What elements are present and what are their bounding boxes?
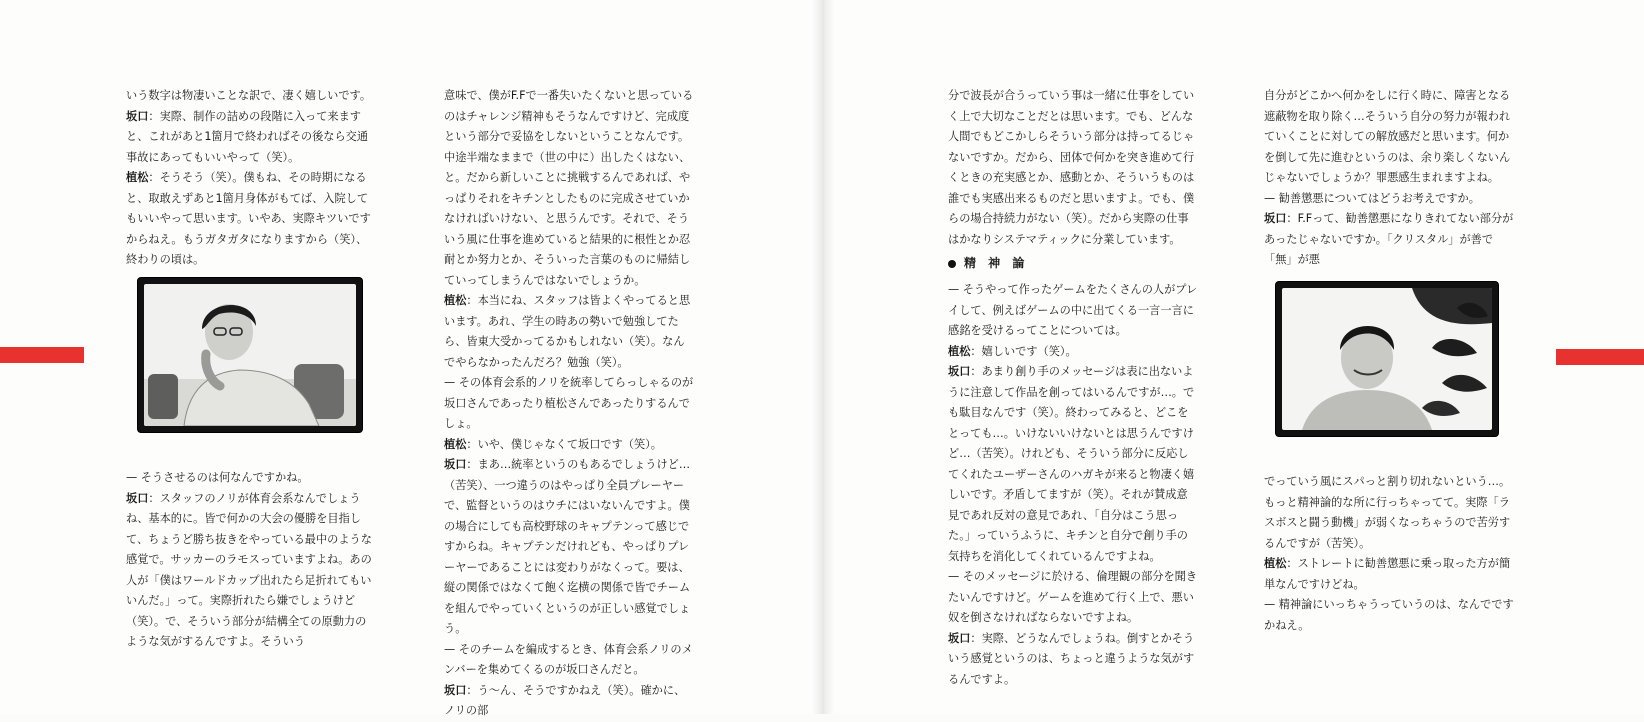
column-2 — [444, 86, 694, 722]
left-page — [0, 0, 822, 714]
paragraph-text: — そのメッセージに於ける、倫理観の部分を聞きたいんですけど。ゲームを進めて行く上で、悪い奴を倒さなければならないですよね。 — [948, 570, 1198, 624]
paragraph-text: 本当にね、スタッフは皆よくやってると思います。あれ、学生の時あの勢いで勉強してたら、皆東大受かってるかもしれない（笑）。なんでやらなかったんだろ？勉強（笑）。 — [444, 294, 691, 369]
faint-header-bleed — [190, 34, 610, 74]
paragraph-text: でっていう風にスパっと割り切れないという…。もっと精神論的な所に行っちゃってて。実際「ラスボスと闘う動機」が弱くなっちゃうので苦労するんですが（苦笑）。 — [1264, 475, 1511, 550]
paragraph — [444, 86, 694, 291]
speaker-name: 植松 — [126, 171, 149, 184]
paragraph: 植松：嬉しいです（笑）。 — [948, 344, 1077, 358]
column-4-bottom — [1264, 472, 1514, 636]
paragraph-text: — そうさせるのは何なんですかね。 — [126, 471, 309, 484]
paragraph-text: 実際、制作の詰めの段階に入って来ますと、これがあと1箇月で終わればその後なら交通事故にあってもいいやって（笑）。 — [126, 109, 369, 164]
speaker-name: 植松 — [1264, 557, 1287, 570]
paragraph-text: ストレートに勧善懲悪に乗っ取った方が簡単なんですけどね。 — [1264, 557, 1511, 591]
paragraph-text: F.Fって、勧善懲悪になりきれてない部分があったじゃないですか。「クリスタル」が善で「無」が悪 — [1264, 212, 1514, 266]
paragraph-text: いう数字は物凄いことな訳で、凄く嬉しいです。 — [126, 89, 372, 102]
portrait-illustration-2 — [1282, 288, 1492, 430]
paragraph: 坂口：実際、どうなんでしょうね。倒すとかそういう感覚というのは、ちょっと違うような気がするんですよ。 — [948, 631, 1195, 686]
paragraph-text: そうそう（笑）。僕もね、その時期になると、取敢えずあと1箇月身体がもてば、入院してもいいやって思います。いやあ、実際キツいですからねえ。もうガタガタになりますから（笑）、終わりの頃は。 — [126, 171, 371, 266]
right-red-tab — [1556, 349, 1644, 365]
paragraph — [948, 567, 1198, 629]
paragraph: 坂口：F.Fって、勧善懲悪になりきれてない部分があったじゃないですか。「クリスタル」が善で「無」が悪 — [1264, 212, 1514, 266]
paragraph — [1264, 595, 1514, 636]
speaker-name: 坂口 — [126, 491, 149, 505]
paragraph-text: あまり創り手のメッセージは表に出ないように注意して作品を創ってはいるんですが…。でも駄目なんです（笑）。終わってみると、どこをとっても…。いけないいけないとは思うんですけど…（苦笑）。けれども、そういう部分に反応してくれたユーザーさんのハガキが来ると物凄く嬉しいです。矛盾してますが（笑）。それが賛成意見であれ反対の意見であれ、「自分はこう思った。」っていうふうに、キチンと自分で創り手の気持ちを消化してくれているんですよね。 — [948, 365, 1195, 563]
speaker-name: 坂口 — [126, 109, 149, 123]
speaker-name: 坂口 — [444, 683, 467, 697]
portrait-illustration — [144, 284, 356, 426]
speaker-name: 坂口 — [948, 631, 971, 645]
paragraph-text: 分で波長が合うっていう事は一緒に仕事をしていく上で大切なことだとは思います。でも、どんな人間でもどこかしらそういう部分は持ってるじゃないですか。だから、団体で何かを突き進めて行くときの充実感とか、感動とか、そういうものは誰でも実感出来るものだと思いますよ。でも、僕らの場合持続力がない（笑）。だから実際の仕事はかなりシステマティックに分業しています。 — [948, 89, 1195, 246]
right-page — [822, 0, 1644, 714]
speaker-name: 植松 — [948, 344, 971, 358]
column-4-top — [1264, 86, 1514, 271]
page-gutter — [812, 0, 834, 714]
paragraph-text: 意味で、僕がF.Fで一番失いたくないと思っているのはチャレンジ精神もそうなんですけど、完成度という部分で妥協をしないということなんです。中途半端なままで（世の中に）出したくはない、と。だから新しいことに挑戦するんであれば、やっぱりそれをキチンとしたものに完成させていかなければいけない、と思うんです。それで、そういう風に仕事を進めていると結果的に根性とか忍耐とか努力とか、そういった言葉のものに帰結していってしまうんではないでしょうか。 — [444, 89, 694, 287]
paragraph-text: 実際、どうなんでしょうね。倒すとかそういう感覚というのは、ちょっと違うような気がするんですよ。 — [948, 631, 1195, 686]
paragraph: 植松：本当にね、スタッフは皆よくやってると思います。あれ、学生の時あの勢いで勉強してたら、皆東大受かってるかもしれない（笑）。なんでやらなかったんだろ？勉強（笑）。 — [444, 294, 691, 369]
speaker-name: 植松 — [444, 294, 467, 307]
photo-portrait-uematsu — [1276, 282, 1498, 436]
paragraph: 坂口：実際、制作の詰めの段階に入って来ますと、これがあと1箇月で終わればその後なら交通事故にあってもいいやって（笑）。 — [126, 109, 369, 164]
paragraph-text: スタッフのノリが体育会系なんでしょうね、基本的に。皆で何かの大会の優勝を目指して、ちょうど勝ち抜きをやっている最中のような感覚で。サッカーのラモスっていますよね。あの人が「僕はワールドカップ出れたら足折れてもいいんだ。」って。実際折れたら嫌でしょうけど（笑）。で、そういう部分が結構全ての原動力のような気がするんですよ。そういう — [126, 491, 372, 648]
photo-portrait-sakaguchi — [138, 278, 362, 432]
paragraph-text: — その体育会系的ノリを統率してらっしゃるのが坂口さんであったり植松さんであったりするんでしょ。 — [444, 376, 694, 430]
speaker-name: 坂口 — [948, 365, 971, 378]
column-1-top — [126, 86, 376, 271]
speaker-name: 坂口 — [444, 458, 467, 471]
paragraph-text: う〜ん、そうですかねえ（笑）。確かに、ノリの部 — [444, 683, 686, 717]
paragraph: 植松：ストレートに勧善懲悪に乗っ取った方が簡単なんですけどね。 — [1264, 557, 1511, 591]
paragraph — [948, 280, 1198, 342]
paragraph — [444, 640, 694, 681]
paragraph: 坂口：まあ…統率というのもあるでしょうけど…（苦笑）、一つ違うのはやっぱり全員プレーヤーで、監督というのはウチにはいないんですよ。僕の場合にしても高校野球のキャプテンって感じですからね。キャプテンだけれども、やっぱりプレーヤーであることには変わりがなくって。要は、縦の関係ではなくて飽く迄横の関係で皆でチームを組んでやっていくというのが正しい感覚でしょう。 — [444, 458, 691, 635]
paragraph — [1264, 472, 1514, 554]
paragraph-text: — 精神論にいっちゃうっていうのは、なんでですかねえ。 — [1264, 598, 1514, 632]
paragraph: 坂口：あまり創り手のメッセージは表に出ないように注意して作品を創ってはいるんですが…。でも駄目なんです（笑）。終わってみると、どこをとっても…。いけないいけないとは思うんですけど…（苦笑）。けれども、そういう部分に反応してくれたユーザーさんのハガキが来ると物凄く嬉しいです。矛盾してますが（笑）。それが賛成意見であれ反対の意見であれ、「自分はこう思った。」っていうふうに、キチンと自分で創り手の気持ちを消化してくれているんですよね。 — [948, 365, 1195, 563]
column-3-top — [948, 86, 1198, 250]
section-heading — [948, 254, 1028, 271]
paragraph-text: 自分がどこかへ何かをしに行く時に、障害となる遮蔽物を取り除く…そういう自分の努力が報われていくことに対しての解放感だと思います。何かを倒して先に進むというのは、余り楽しくないんじゃないでしょうか？罪悪感生まれますよね。 — [1264, 89, 1511, 184]
section-heading-text: 精 神 論 — [964, 256, 1029, 270]
bullet-icon — [948, 260, 956, 268]
paragraph: 坂口：スタッフのノリが体育会系なんでしょうね、基本的に。皆で何かの大会の優勝を目指して、ちょうど勝ち抜きをやっている最中のような感覚で。サッカーのラモスっていますよね。あの人が「僕はワールドカップ出れたら足折れてもいいんだ。」って。実際折れたら嫌でしょうけど（笑）。で、そういう部分が結構全ての原動力のような気がするんですよ。そういう — [126, 491, 372, 648]
paragraph — [1264, 86, 1514, 189]
speaker-name: 植松 — [444, 437, 467, 451]
column-1-bottom — [126, 468, 376, 653]
paragraph: 植松：そうそう（笑）。僕もね、その時期になると、取敢えずあと1箇月身体がもてば、入院してもいいやって思います。いやあ、実際キツいですからねえ。もうガタガタになりますから（笑）、終わりの頃は。 — [126, 171, 371, 266]
paragraph — [444, 373, 694, 435]
paragraph: 植松：いや、僕じゃなくて坂口です（笑）。 — [444, 437, 662, 451]
paragraph: 坂口：う〜ん、そうですかねえ（笑）。確かに、ノリの部 — [444, 683, 686, 717]
paragraph-text: — そうやって作ったゲームをたくさんの人がプレイして、例えばゲームの中に出てくる一言一言に感銘を受けるってことについては。 — [948, 283, 1198, 337]
paragraph-text: — そのチームを編成するとき、体育会系ノリのメンバーを集めてくるのが坂口さんだと。 — [444, 642, 693, 676]
paragraph — [1264, 189, 1514, 210]
paragraph-text: まあ…統率というのもあるでしょうけど…（苦笑）、一つ違うのはやっぱり全員プレーヤーで、監督というのはウチにはいないんですよ。僕の場合にしても高校野球のキャプテンって感じですからね。キャプテンだけれども、やっぱりプレーヤーであることには変わりがなくって。要は、縦の関係ではなくて飽く迄横の関係で皆でチームを組んでやっていくというのが正しい感覚でしょう。 — [444, 458, 691, 635]
paragraph-text: — 勧善懲悪についてはどうお考えですか。 — [1264, 191, 1480, 205]
paragraph-text: いや、僕じゃなくて坂口です（笑）。 — [477, 437, 662, 451]
paragraph — [948, 86, 1198, 250]
left-red-tab — [0, 347, 84, 363]
paragraph-text: 嬉しいです（笑）。 — [981, 344, 1077, 358]
column-3-bottom — [948, 280, 1198, 690]
paragraph — [126, 86, 376, 107]
paragraph — [126, 468, 376, 489]
speaker-name: 坂口 — [1264, 212, 1287, 225]
